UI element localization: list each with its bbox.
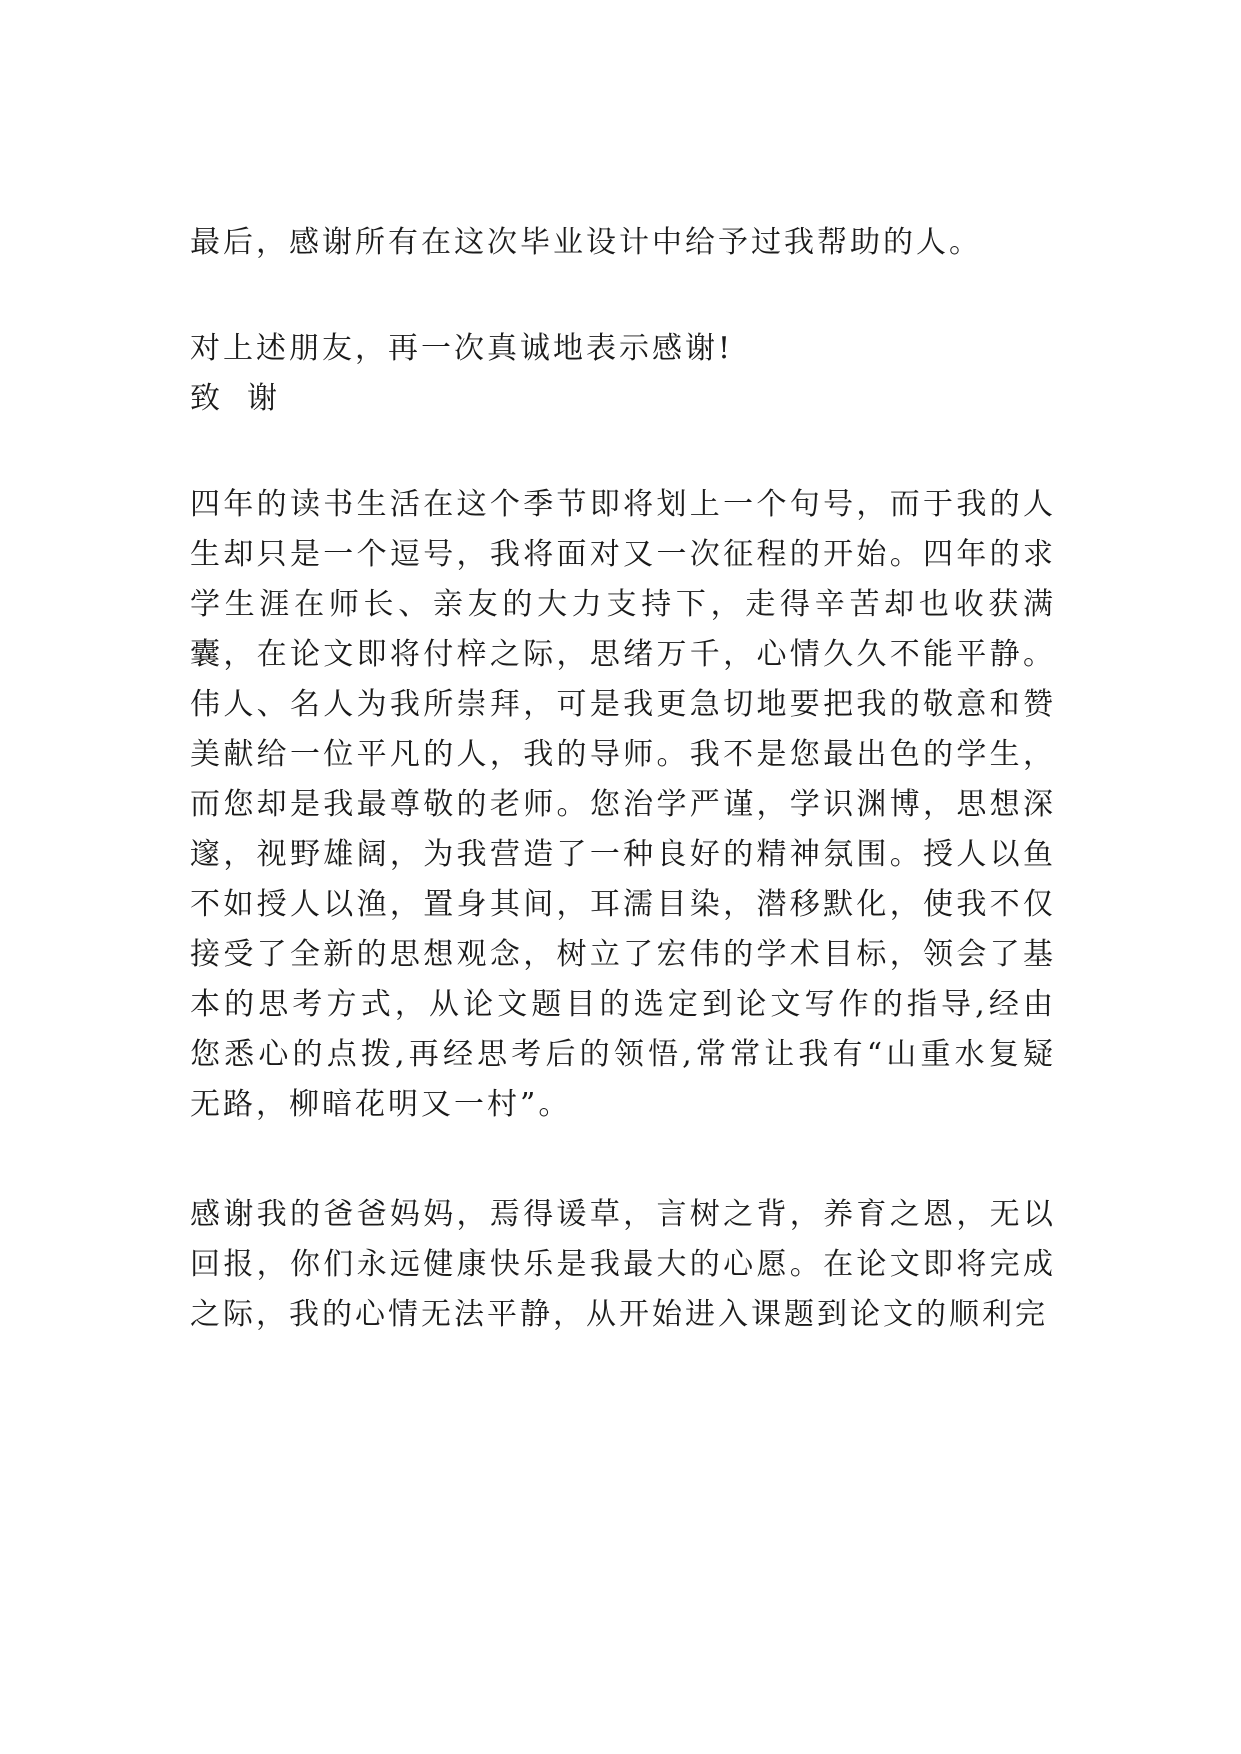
acknowledgement-heading — [190, 374, 1056, 424]
main-acknowledgement-paragraph: 四年的读书生活在这个季节即将划上一个句号，而于我的人生却只是一个逗号，我将面对又一次征程的开始。四年的求学生涯在师长、亲友的大力支持下，走得辛苦却也收获满囊，在论文即将付梓之际，思绪万千，心情久久不能平静。 伟人、名人为我所崇拜，可是我更急切地要把我的敬意和赞美献给一位平凡的人，我的导师。我不是您最出色的学生，而您却是我最尊敬的老师。您治学严谨，学识渊博，思想深邃，视野雄阔，为我营造了一种良好的精神氛围。授人以鱼不如授人以渔，置身其间，耳濡目染，潜移默化，使我不仅接受了全新的思想观念，树立了宏伟的学术目标，领会了基本的思考方式，从论文题目的选定到论文写作的指导,经由您悉心的点拨,再经思考后的领悟,常常让我有“山重水复疑无路，柳暗花明又一村”。 — [190, 487, 1056, 1122]
heading-char-2: 谢 — [247, 381, 280, 416]
heading-char-1: 致 — [190, 381, 223, 416]
thanks-again-paragraph: 对上述朋友，再一次真诚地表示感谢! — [190, 331, 734, 366]
parents-paragraph: 感谢我的爸爸妈妈，焉得谖草，言树之背，养育之恩，无以回报，你们永远健康快乐是我最大的心愿。在论文即将完成之际，我的心情无法平静，从开始进入课题到论文的顺利完 — [190, 1197, 1056, 1332]
final-thanks-paragraph: 最后，感谢所有在这次毕业设计中给予过我帮助的人。 — [190, 225, 982, 260]
document-body — [190, 218, 1056, 1340]
